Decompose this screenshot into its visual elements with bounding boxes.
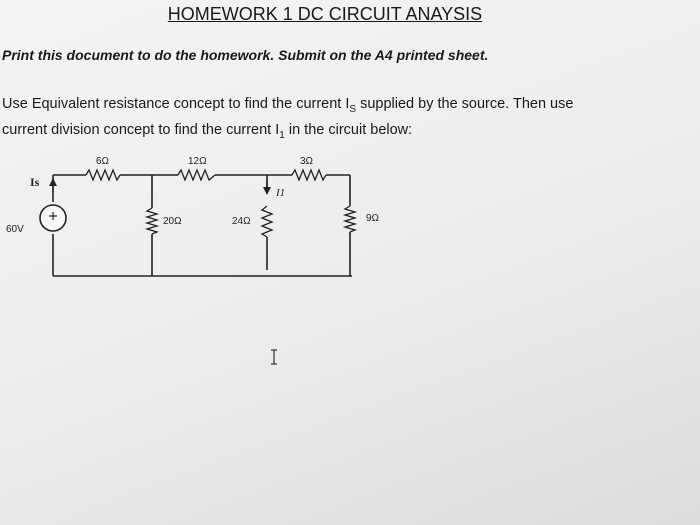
resistor-6ohm-symbol	[86, 170, 120, 180]
text-cursor-icon	[268, 348, 280, 366]
label-24ohm: 24Ω	[232, 216, 251, 227]
i1-arrow-icon	[263, 180, 271, 195]
label-i1: I1	[276, 187, 286, 199]
resistor-9ohm-symbol	[345, 206, 355, 232]
resistor-20ohm-symbol	[147, 208, 157, 234]
task-line-2: current division concept to find the current $I_1$ in the circuit below:	[2, 121, 413, 141]
circuit-diagram	[0, 140, 700, 290]
instruction-text: Print this document to do the homework. Submit on the A4 printed sheet.	[2, 47, 489, 63]
resistor-24ohm-symbol	[262, 206, 272, 237]
resistor-12ohm-symbol	[178, 170, 215, 180]
resistor-3ohm-symbol	[292, 170, 326, 180]
label-6ohm: 6Ω	[96, 156, 110, 167]
task-text	[2, 94, 698, 146]
label-12ohm: 12Ω	[188, 156, 207, 167]
is-arrow-icon	[49, 178, 57, 192]
label-20ohm: 20Ω	[163, 216, 182, 227]
label-60v: 60V	[6, 224, 24, 235]
document-title: HOMEWORK 1 DC CIRCUIT ANAYSIS	[167, 4, 483, 24]
label-9ohm: 9Ω	[366, 213, 380, 224]
label-3ohm: 3Ω	[300, 156, 314, 167]
label-is: Is	[30, 175, 40, 189]
task-line-1: Use Equivalent resistance concept to find the current $I_S$ supplied by the source. Then use	[2, 96, 574, 115]
